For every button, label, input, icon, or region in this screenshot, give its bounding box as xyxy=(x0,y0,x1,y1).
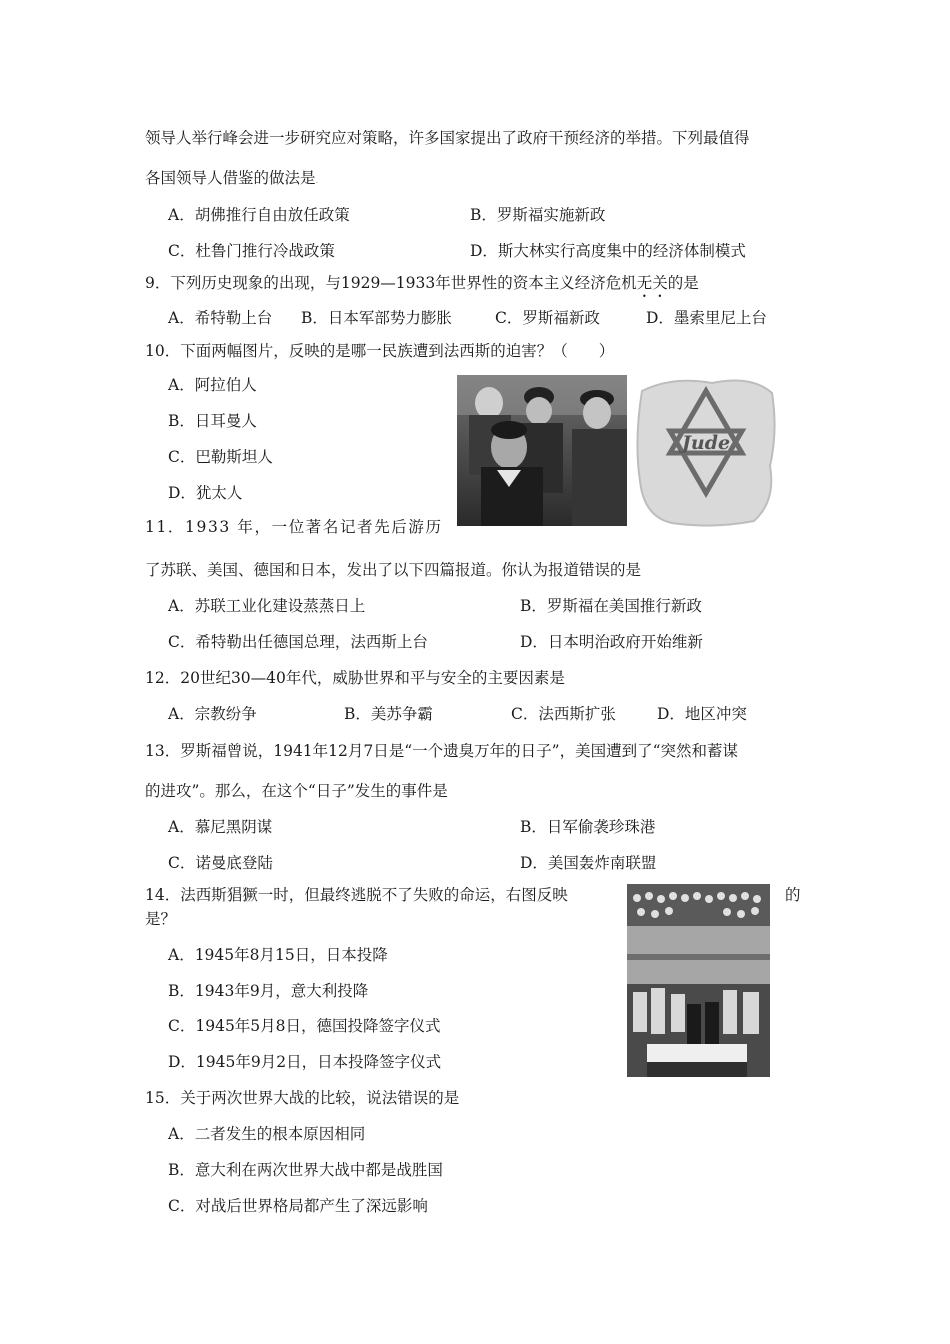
q14-option-b: B．1943年9月，意大利投降 xyxy=(168,982,369,1000)
q11-option-b: B．罗斯福在美国推行新政 xyxy=(520,597,702,615)
q9-stem-emphasis: 无关 xyxy=(636,274,668,292)
q15-option-c: C．对战后世界格局都产生了深远影响 xyxy=(168,1197,428,1215)
q14-option-d: D．1945年9月2日，日本投降签字仪式 xyxy=(168,1053,442,1071)
q8-option-a: A．胡佛推行自由放任政策 xyxy=(168,206,350,224)
q8-stem-line2 xyxy=(145,168,318,191)
badge-text: Jude xyxy=(681,432,731,454)
q10-option-b: B．日耳曼人 xyxy=(168,412,257,430)
q12-option-a: A．宗教纷争 xyxy=(168,705,257,723)
q10-option-d: D．犹太人 xyxy=(168,484,243,502)
q14-option-c: C．1945年5月8日，德国投降签字仪式 xyxy=(168,1017,441,1035)
q9-option-b: B．日本军部势力膨胀 xyxy=(301,309,452,327)
q10-option-a: A．阿拉伯人 xyxy=(168,376,257,394)
q12-stem: 12．20世纪30—40年代，威胁世界和平与安全的主要因素是 xyxy=(145,669,565,687)
q8-stem-line1: 领导人举行峰会进一步研究应对策略，许多国家提出了政府干预经济的举措。下列最值得 xyxy=(145,129,750,147)
q9-stem-post: 的是 xyxy=(667,274,699,292)
q9-option-c: C．罗斯福新政 xyxy=(495,309,600,327)
q13-option-a: A．慕尼黑阴谋 xyxy=(168,818,273,836)
q11-option-c: C．希特勒出任德国总理，法西斯上台 xyxy=(168,633,428,651)
q9-option-a: A．希特勒上台 xyxy=(168,309,273,327)
q9-stem-pre: 9．下列历史现象的出现，与1929—1933年世界性的资本主义经济危机 xyxy=(145,274,637,292)
q14-stem-tail: 的 xyxy=(785,886,801,904)
q8-option-d: D．斯大林实行高度集中的经济体制模式 xyxy=(470,242,746,260)
q8-stray-mark: . xyxy=(315,176,319,186)
q9-stem xyxy=(145,273,699,301)
q8-option-b: B．罗斯福实施新政 xyxy=(470,206,606,224)
q13-option-b: B．日军偷袭珍珠港 xyxy=(520,818,656,836)
surrender-ceremony-photo xyxy=(627,884,770,1077)
q13-option-c: C．诺曼底登陆 xyxy=(168,854,273,872)
q11-option-a: A．苏联工业化建设蒸蒸日上 xyxy=(168,597,366,615)
q9-option-d: D．墨索里尼上台 xyxy=(646,309,767,327)
q14-stem-line2: 是？ xyxy=(145,910,177,928)
q11-stem-line1: 11．1933 年，一位著名记者先后游历 xyxy=(145,518,443,536)
q10-option-c: C．巴勒斯坦人 xyxy=(168,448,273,466)
q15-option-b: B．意大利在两次世界大战中都是战胜国 xyxy=(168,1161,443,1179)
q13-stem-line2: 的进攻”。那么，在这个“日子”发生的事件是 xyxy=(145,782,448,800)
q14-option-a: A．1945年8月15日，日本投降 xyxy=(168,946,388,964)
q10-stem: 10．下面两幅图片，反映的是哪一民族遭到法西斯的迫害？（ ） xyxy=(145,342,615,360)
star-badge-image xyxy=(632,371,780,531)
q12-option-b: B．美苏争霸 xyxy=(344,705,433,723)
persecution-photo xyxy=(457,375,627,526)
q8-stem-text: 各国领导人借鉴的做法是 xyxy=(145,169,316,187)
q12-option-c: C．法西斯扩张 xyxy=(511,705,616,723)
q11-option-d: D．日本明治政府开始维新 xyxy=(520,633,703,651)
q13-stem-line1: 13．罗斯福曾说，1941年12月7日是“一个遗臭万年的日子”，美国遭到了“突然和蓄谋 xyxy=(145,742,739,760)
q15-stem: 15．关于两次世界大战的比较，说法错误的是 xyxy=(145,1089,460,1107)
q13-option-d: D．美国轰炸南联盟 xyxy=(520,854,657,872)
q11-stem-line2: 了苏联、美国、德国和日本，发出了以下四篇报道。你认为报道错误的是 xyxy=(145,561,642,579)
q12-option-d: D．地区冲突 xyxy=(657,705,747,723)
q8-option-c: C．杜鲁门推行冷战政策 xyxy=(168,242,335,260)
q14-stem-line1: 14．法西斯猖獗一时，但最终逃脱不了失败的命运，右图反映 xyxy=(145,886,568,904)
q15-option-a: A．二者发生的根本原因相同 xyxy=(168,1125,366,1143)
